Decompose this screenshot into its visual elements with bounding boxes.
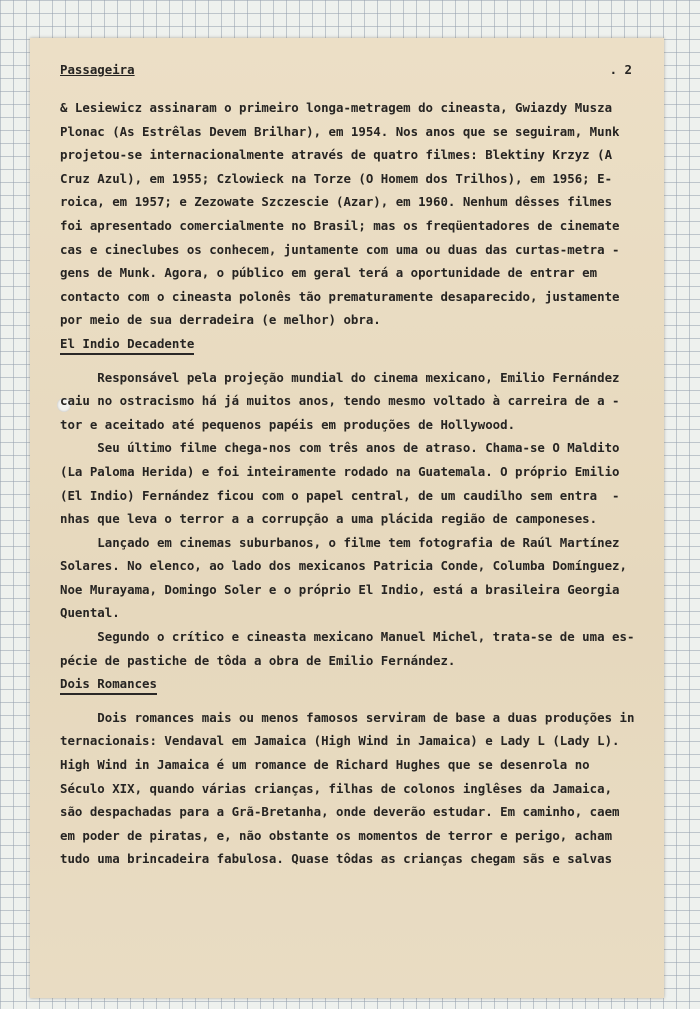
text-line: Cruz Azul), em 1955; Czlowieck na Torze (O Homem dos Trilhos), em 1956; E- — [60, 170, 613, 186]
paragraph-el-indio — [60, 366, 635, 673]
paragraph-dois-romances — [60, 706, 635, 871]
page-header — [60, 56, 632, 96]
text-line: são despachadas para a Grã-Bretanha, onde deverão estudar. Em caminho, caem — [60, 804, 620, 820]
text-line: Responsável pela projeção mundial do cinema mexicano, Emilio Fernández — [60, 369, 620, 385]
typewritten-page — [30, 38, 664, 998]
text-line: Segundo o crítico e cineasta mexicano Manuel Michel, trata-se de uma es- — [60, 629, 635, 645]
text-line: (La Paloma Herida) e foi inteiramente rodado na Guatemala. O próprio Emilio — [60, 463, 620, 479]
section-heading — [60, 672, 632, 696]
text-line: Plonac (As Estrêlas Devem Brilhar), em 1954. Nos anos que se seguiram, Munk — [60, 123, 620, 139]
text-line: pécie de pastiche de tôda a obra de Emilio Fernández. — [60, 652, 456, 668]
text-line: High Wind in Jamaica é um romance de Richard Hughes que se desenrola no — [60, 757, 590, 773]
spacer — [60, 356, 632, 366]
section-title-dois-romances: Dois Romances — [60, 676, 157, 695]
text-line: tudo uma brincadeira fabulosa. Quase tôdas as crianças chegam sãs e salvas — [60, 851, 613, 867]
text-line: Século XIX, quando várias crianças, filhas de colonos inglêses da Jamaica, — [60, 780, 613, 796]
text-line: contacto com o cineasta polonês tão prematuramente desaparecido, justamente — [60, 288, 620, 304]
text-line: Quental. — [60, 605, 120, 621]
text-line: por meio de sua derradeira (e melhor) obra. — [60, 312, 381, 328]
section-heading — [60, 332, 632, 356]
text-line: & Lesiewicz assinaram o primeiro longa-metragem do cineasta, Gwiazdy Musza — [60, 100, 613, 115]
text-line: Lançado em cinemas suburbanos, o filme tem fotografia de Raúl Martínez — [60, 534, 620, 550]
text-line: (El Indio) Fernández ficou com o papel central, de um caudilho sem entra - — [60, 487, 620, 503]
text-line: tor e aceitado até pequenos papéis em produções de Hollywood. — [60, 416, 516, 432]
paragraph-munk — [60, 96, 632, 332]
spacer — [60, 696, 632, 706]
header-title: Passageira — [60, 62, 135, 77]
page-text — [60, 56, 635, 871]
text-line: Seu último filme chega-nos com três anos de atraso. Chama-se O Maldito — [60, 440, 620, 456]
text-line: Dois romances mais ou menos famosos serviram de base a duas produções in — [60, 709, 635, 725]
text-line: em poder de piratas, e, não obstante os momentos de terror e perigo, acham — [60, 827, 613, 843]
text-line: cas e cineclubes os conhecem, juntamente com uma ou duas das curtas-metra - — [60, 241, 620, 257]
text-line: roica, em 1957; e Zezowate Szczescie (Azar), em 1960. Nenhum dêsses filmes — [60, 194, 613, 210]
section-title-el-indio: El Indio Decadente — [60, 336, 194, 355]
text-line: projetou-se internacionalmente através de quatro filmes: Blektiny Krzyz (A — [60, 147, 613, 163]
text-line: nhas que leva o terror a a corrupção a uma plácida região de camponeses. — [60, 511, 598, 527]
page-number: . 2 — [609, 62, 632, 77]
text-line: Noe Murayama, Domingo Soler e o próprio El Indio, está a brasileira Georgia — [60, 581, 620, 597]
text-line: ternacionais: Vendaval em Jamaica (High Wind in Jamaica) e Lady L (Lady L). — [60, 733, 620, 749]
text-line: gens de Munk. Agora, o público em geral terá a oportunidade de entrar em — [60, 265, 598, 281]
text-line: caiu no ostracismo há já muitos anos, tendo mesmo voltado à carreira de a - — [60, 393, 620, 409]
text-line: Solares. No elenco, ao lado dos mexicanos Patricia Conde, Columba Domínguez, — [60, 558, 627, 574]
text-line: foi apresentado comercialmente no Brasil; mas os freqüentadores de cinemate — [60, 217, 620, 233]
